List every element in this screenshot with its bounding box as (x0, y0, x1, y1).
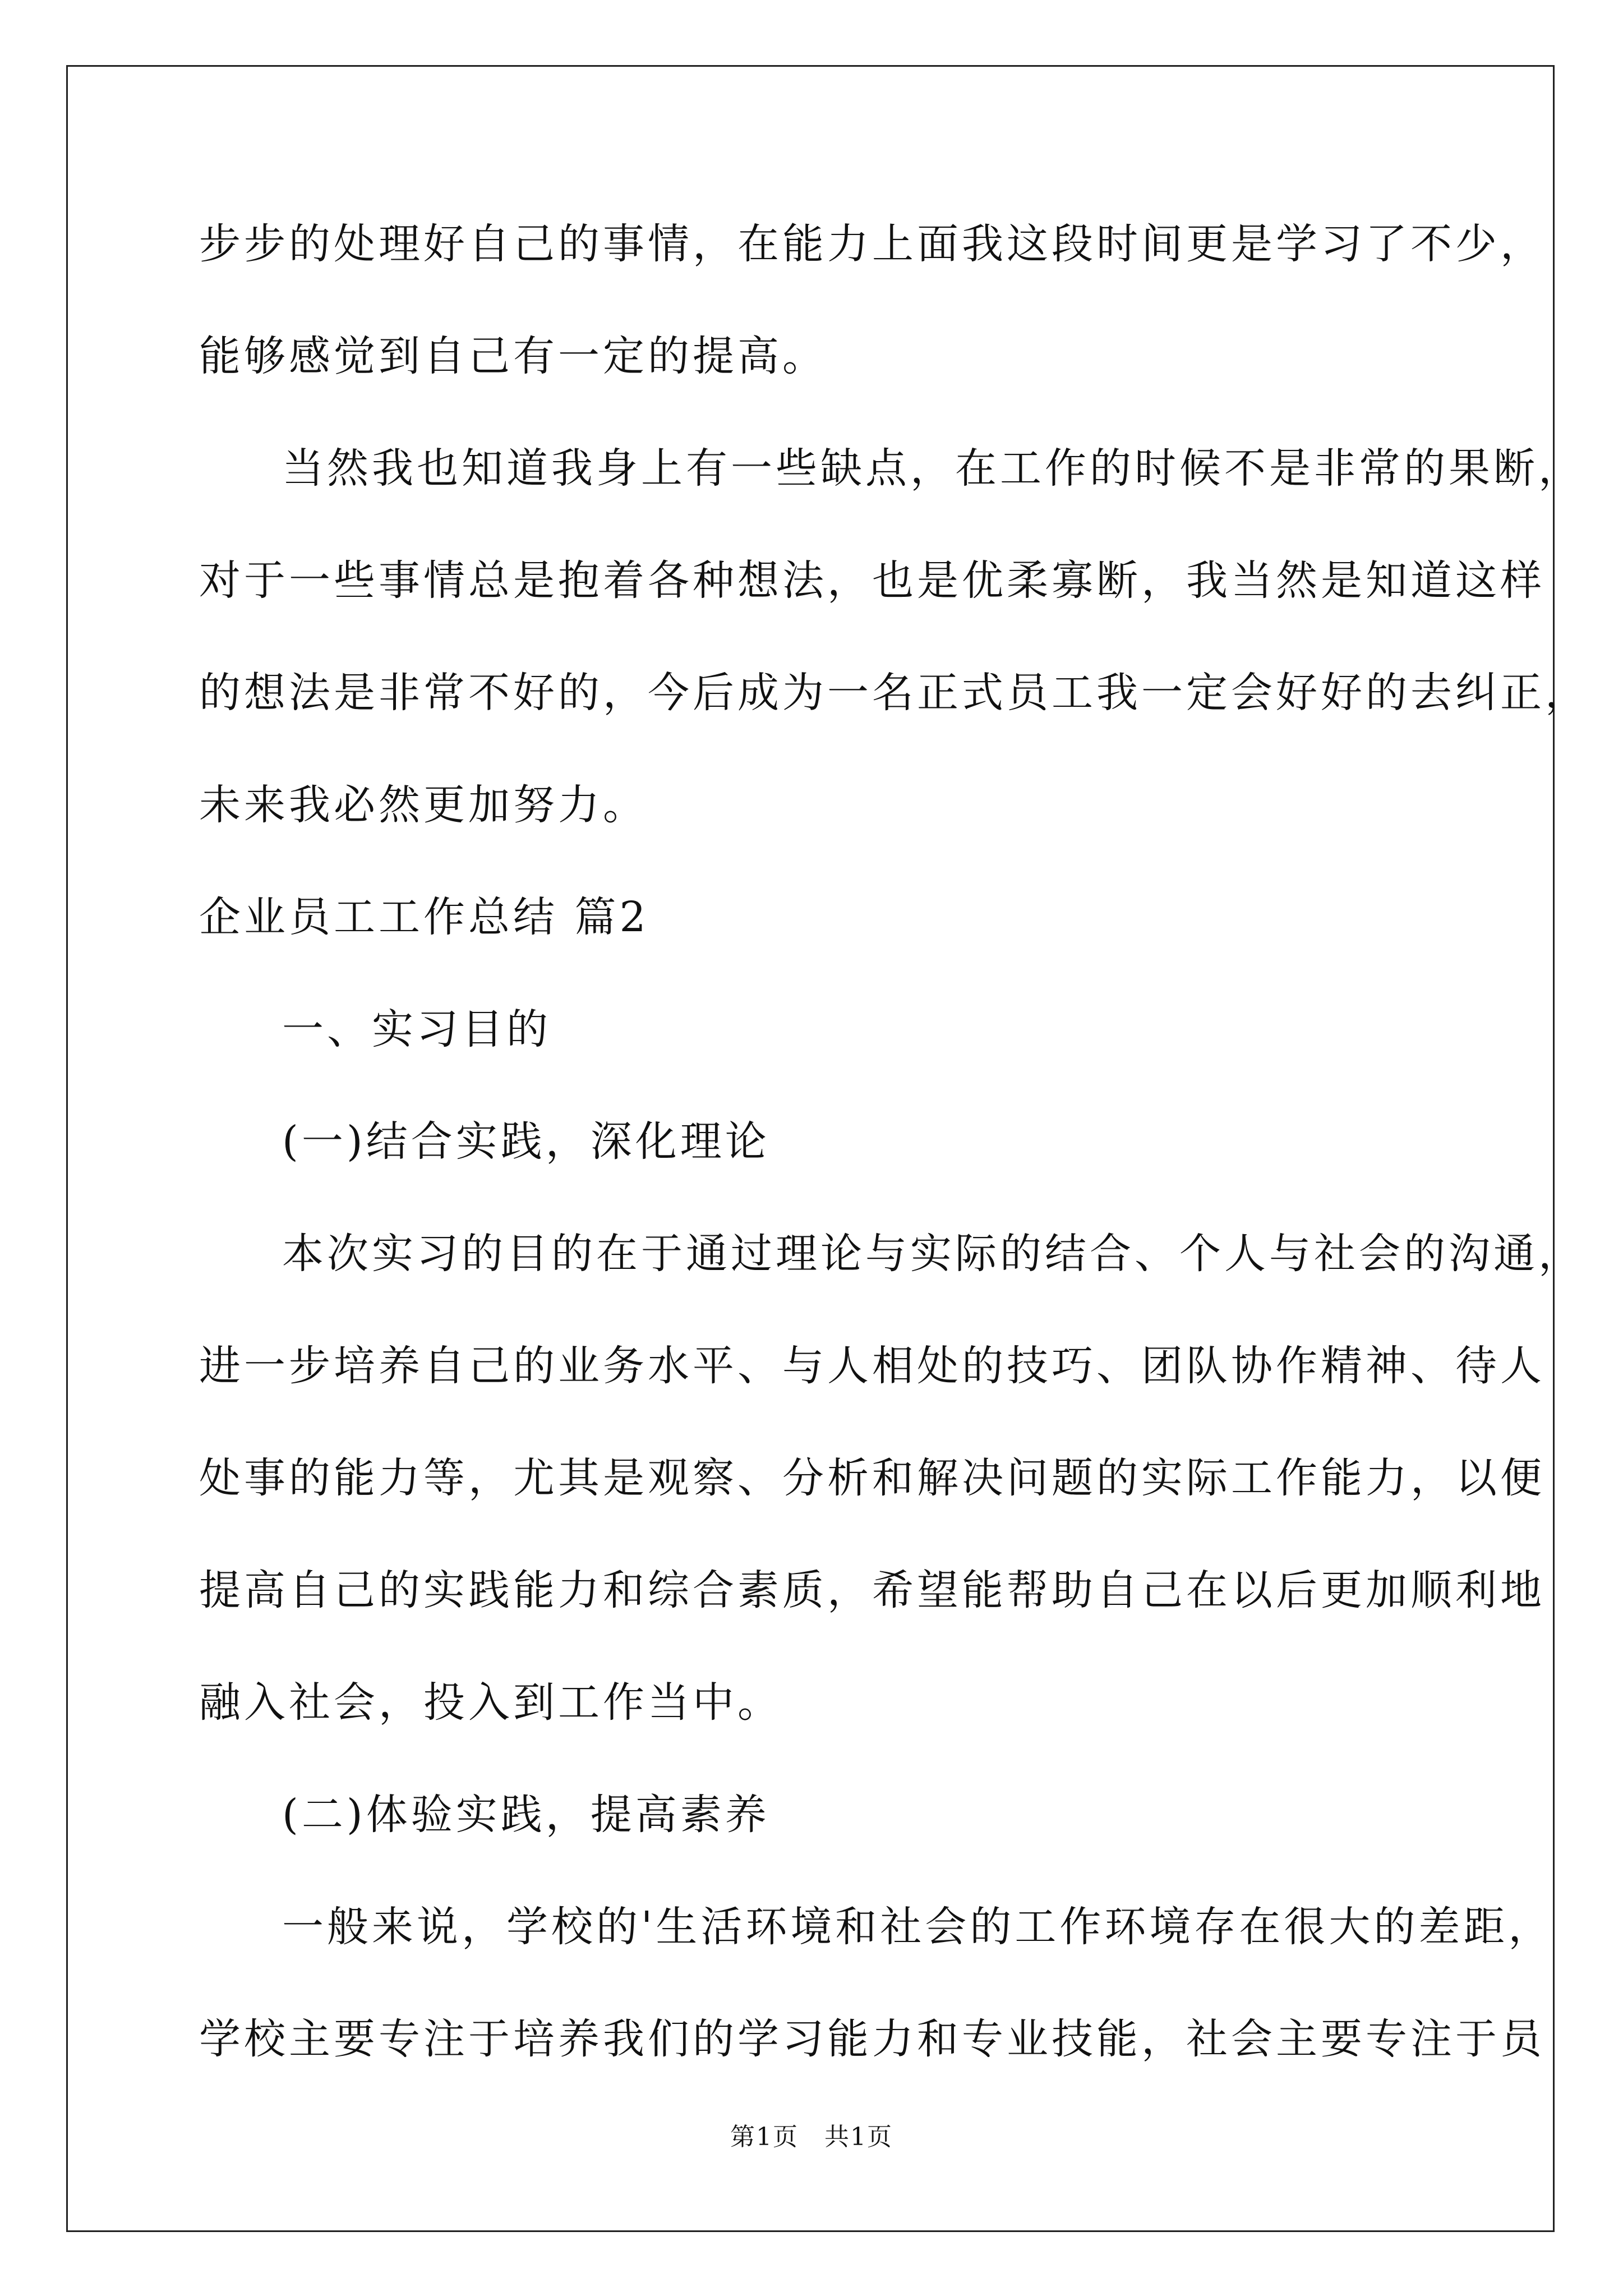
paragraph-line: 融入社会，投入到工作当中。 (199, 1678, 782, 1727)
section-heading: 企业员工工作总结 篇2 (199, 893, 649, 941)
paragraph-line: 未来我必然更加努力。 (199, 781, 648, 829)
subheading: 一、实习目的 (282, 1005, 551, 1053)
paragraph-line: 步步的处理好自己的事情，在能力上面我这段时间更是学习了不少， (199, 220, 1545, 268)
paragraph-line: 处事的能力等，尤其是观察、分析和解决问题的实际工作能力，以便 (199, 1454, 1545, 1502)
paragraph-line: 学校主要专注于培养我们的学习能力和专业技能，社会主要专注于员 (199, 2015, 1545, 2063)
paragraph-line: 对于一些事情总是抱着各种想法，也是优柔寡断，我当然是知道这样 (199, 556, 1545, 605)
paragraph-line: 能够感觉到自己有一定的提高。 (199, 332, 827, 380)
paragraph-line: 一般来说，学校的'生活环境和社会的工作环境存在很大的差距， (282, 1903, 1553, 1951)
paragraph-line: 的想法是非常不好的，今后成为一名正式员工我一定会好好的去纠正， (199, 669, 1590, 717)
subheading: (二)体验实践，提高素养 (282, 1791, 770, 1839)
paragraph-line: 进一步培养自己的业务水平、与人相处的技巧、团队协作精神、待人 (199, 1342, 1545, 1390)
subheading: (一)结合实践，深化理论 (282, 1117, 770, 1166)
paragraph-line: 当然我也知道我身上有一些缺点，在工作的时候不是非常的果断， (282, 444, 1583, 493)
paragraph-line: 提高自己的实践能力和综合素质，希望能帮助自己在以后更加顺利地 (199, 1566, 1545, 1614)
page-footer: 第1页 共1页 (730, 2123, 893, 2151)
paragraph-line: 本次实习的目的在于通过理论与实际的结合、个人与社会的沟通， (282, 1230, 1583, 1278)
